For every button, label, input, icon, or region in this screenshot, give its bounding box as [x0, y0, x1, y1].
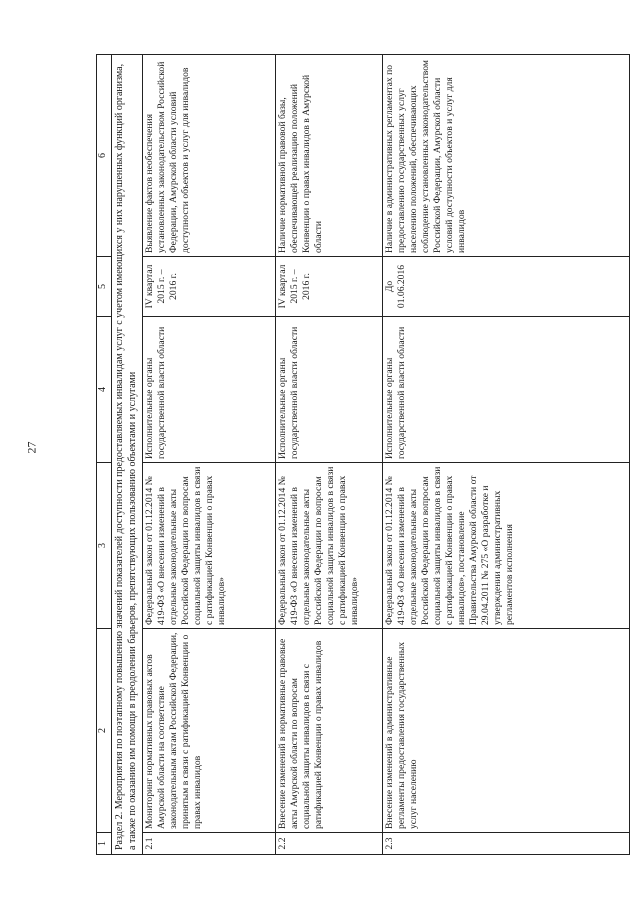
- responsible-cell: Исполнительные органы государственной власти области: [382, 317, 629, 463]
- activity-cell: Внесение изменений в административные регламенты предоставления государственных услуг населению: [382, 629, 629, 833]
- activity-cell: Мониторинг нормативных правовых актов Амурской области на соответствие законодательным актам Российской Федерации, принятым в связи с ратификацией Конвенции о правах инвалидов: [142, 629, 275, 833]
- page-number: 27: [24, 441, 39, 454]
- rotated-page-content: [96, 55, 622, 855]
- deadline-cell: IV квартал 2015 г. – 2016 г.: [142, 257, 275, 317]
- column-number-row: [97, 55, 112, 855]
- deadline-cell: IV квартал 2015 г. – 2016 г.: [275, 257, 382, 317]
- legal-basis-cell: Федеральный закон от 01.12.2014 № 419-ФЗ «О внесении изменений в отдельные законодательные акты Российской Федерации по вопросам социальной защиты инвалидов в связи с ратификацией Конвенции о правах инвалидов»: [275, 463, 382, 629]
- column-number: 5: [97, 257, 112, 317]
- responsible-cell: Исполнительные органы государственной власти области: [142, 317, 275, 463]
- table-row: [275, 55, 382, 855]
- section-title: Раздел 2. Мероприятия по поэтапному повышению значений показателей доступности предоставляемых инвалидам услуг с учетом имеющихся у них нарушенных функций организма, а также по оказанию им помощи в преодолении барьеров, препятствующих пользованию объектами и услугами: [112, 55, 143, 855]
- row-number: 2.2: [275, 833, 382, 855]
- activity-cell: Внесение изменений в нормативные правовые акты Амурской области по вопросам социальной защиты инвалидов в связи с ратификацией Конвенции о правах инвалидов: [275, 629, 382, 833]
- result-cell: Выявление фактов необеспечения установленных законодательством Российской Федерации, Амурской области условий доступности объектов и услуг для инвалидов: [142, 55, 275, 257]
- column-number: 1: [97, 833, 112, 855]
- legal-basis-cell: Федеральный закон от 01.12.2014 № 419-ФЗ «О внесении изменений в отдельные законодательные акты Российской Федерации по вопросам социальной защиты инвалидов в связи с ратификацией Конвенции о правах инвалидов»: [142, 463, 275, 629]
- table-row: [382, 55, 629, 855]
- column-number: 3: [97, 463, 112, 629]
- result-cell: Наличие нормативной правовой базы, обеспечивающей реализацию положений Конвенции о правах инвалидов в Амурской области: [275, 55, 382, 257]
- column-number: 6: [97, 55, 112, 257]
- deadline-cell: До 01.06.2016: [382, 257, 629, 317]
- responsible-cell: Исполнительные органы государственной власти области: [275, 317, 382, 463]
- table-row: [142, 55, 275, 855]
- column-number: 4: [97, 317, 112, 463]
- column-number: 2: [97, 629, 112, 833]
- row-number: 2.1: [142, 833, 275, 855]
- row-number: 2.3: [382, 833, 629, 855]
- legal-basis-cell: Федеральный закон от 01.12.2014 № 419-ФЗ «О внесении изменений в отдельные законодательные акты Российской Федерации по вопросам социальной защиты инвалидов в связи с ратификацией Конвенции о правах инвалидов», постановление Правительства Амурской области от 29.04.2011 № 275 «О разработке и утверждении административных регламентов исполнения: [382, 463, 629, 629]
- section-row: [112, 55, 143, 855]
- measures-table: [96, 54, 630, 855]
- result-cell: Наличие в административных регламентах по предоставлению государственных услуг населению положений, обеспечивающих соблюдение установленных законодательством Российской Федерации, Амурской области условий доступности объектов и услуг для инвалидов: [382, 55, 629, 257]
